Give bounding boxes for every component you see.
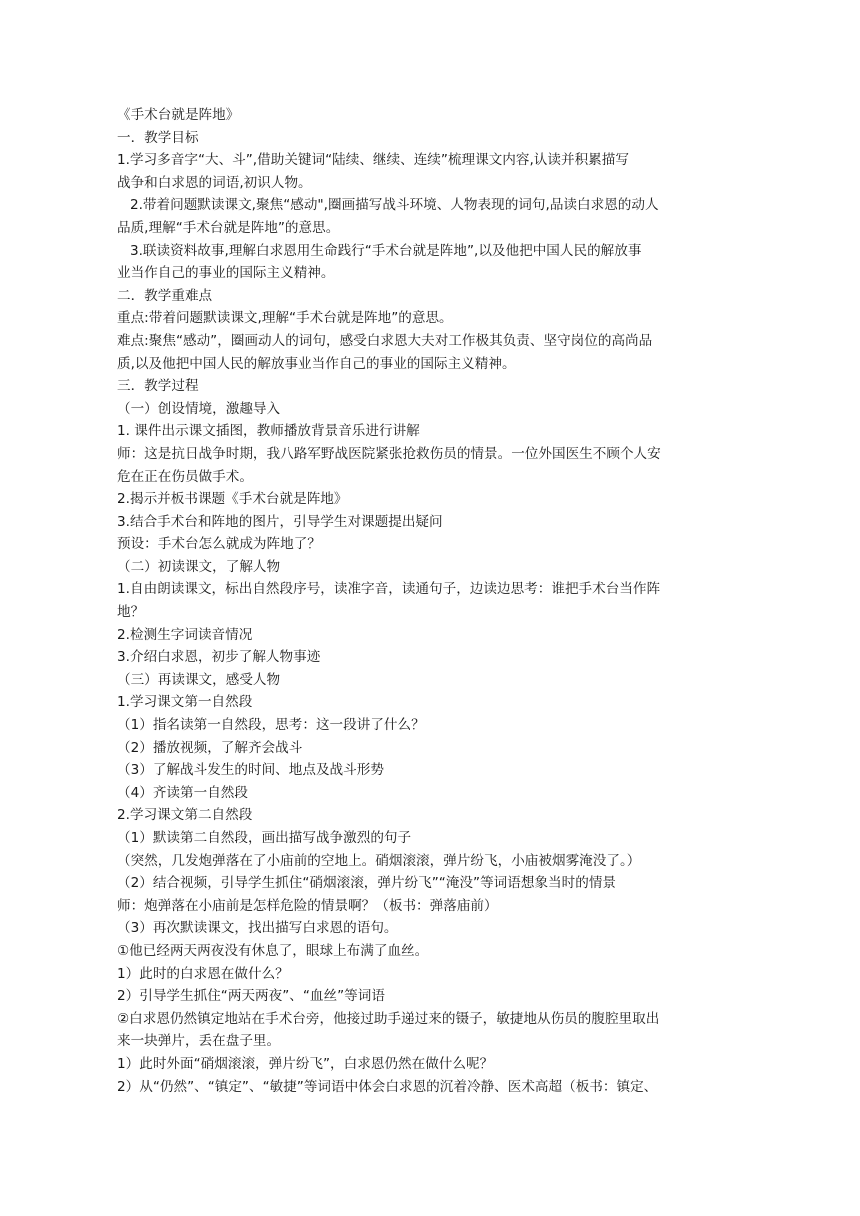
paragraph-line: （1）默读第二自然段，画出描写战争激烈的句子 (117, 830, 412, 846)
paragraph-line: （突然，几发炮弹落在了小庙前的空地上。硝烟滚滚，弹片纷飞，小庙被烟雾淹没了。） (117, 852, 641, 869)
paragraph-line: （3）再次默读课文，找出描写白求恩的语句。 (117, 920, 398, 937)
paragraph-line: 2）引导学生抓住“两天两夜”、“血丝”等词语 (117, 988, 385, 1005)
paragraph-line: 重点:带着问题默读课文,理解“手术台就是阵地”的意思。 (117, 310, 453, 327)
section-heading: 三．教学过程 (117, 378, 199, 395)
paragraph-line: 师：这是抗日战争时期，我八路军野战医院紧张抢救伤员的情景。一位外国医生不顾个人安 (117, 445, 661, 462)
paragraph-line: 2）从“仍然”、“镇定”、“敏捷”等词语中体会白求恩的沉着冷静、医术高超（板书：镇定、 (117, 1078, 658, 1095)
paragraph-line: 2.检测生字词读音情况 (117, 626, 253, 643)
paragraph-line: 2.揭示并板书课题《手术台就是阵地》 (117, 491, 348, 508)
paragraph-line: 1）此时外面“硝烟滚滚，弹片纷飞”，白求恩仍然在做什么呢？ (117, 1055, 494, 1072)
paragraph-line: ①他已经两天两夜没有休息了，眼球上布满了血丝。 (117, 942, 429, 959)
subsection-heading: （二）初读课文，了解人物 (117, 558, 281, 575)
paragraph-line: 1）此时的白求恩在做什么？ (117, 965, 289, 982)
paragraph-line: 1.学习课文第一自然段 (117, 694, 253, 711)
paragraph-line: 业当作自己的事业的国际主义精神。 (117, 265, 335, 282)
paragraph-line: 难点:聚焦“感动”，圈画动人的词句，感受白求恩大夫对工作极其负责、坚守岗位的高尚品 (117, 332, 653, 349)
paragraph-line: 2.学习课文第二自然段 (117, 807, 253, 824)
section-heading: 一．教学目标 (117, 129, 199, 146)
doc-title: 《手术台就是阵地》 (117, 107, 240, 123)
paragraph-line: 危在正在伤员做手术。 (117, 468, 253, 485)
paragraph-line: 3.联读资料故事,理解白求恩用生命践行“手术台就是阵地”,以及他把中国人民的解放事 (117, 242, 642, 259)
paragraph-line: 来一块弹片，丢在盘子里。 (117, 1033, 281, 1050)
paragraph-line: 质,以及他把中国人民的解放事业当作自己的事业的国际主义精神。 (117, 355, 516, 372)
paragraph-line: ②白求恩仍然镇定地站在手术台旁，他接过助手递过来的镊子，敏捷地从伤员的腹腔里取出 (117, 1010, 660, 1027)
paragraph-line: 3.结合手术台和阵地的图片，引导学生对课题提出疑问 (117, 513, 443, 530)
paragraph-line: 2.带着问题默读课文,聚焦“感动",圈画描写战斗环境、人物表现的词句,品读白求恩的动人 (117, 197, 659, 214)
paragraph-line: 战争和白求恩的词语,初识人物。 (117, 174, 312, 191)
section-heading: 二．教学重难点 (117, 287, 213, 304)
paragraph-line: （1）指名读第一自然段，思考：这一段讲了什么？ (117, 717, 425, 734)
paragraph-line: （2）播放视频，了解齐会战斗 (117, 739, 303, 756)
paragraph-line: 1.学习多音字“大、斗”,借助关键词“陆续、继续、连续”梳理课文内容,认读并积累描写 (117, 152, 629, 169)
paragraph-line: 品质,理解“手术台就是阵地”的意思。 (117, 219, 340, 236)
paragraph-line: （3）了解战斗发生的时间、地点及战斗形势 (117, 762, 384, 779)
paragraph-line: 3.介绍白求恩，初步了解人物事迹 (117, 649, 321, 666)
paragraph-line: 地？ (117, 604, 145, 621)
paragraph-line: 师：炮弹落在小庙前是怎样危险的情景啊？（板书：弹落庙前） (117, 897, 498, 914)
subsection-heading: （三）再读课文，感受人物 (117, 671, 281, 688)
paragraph-line: （4）齐读第一自然段 (117, 784, 248, 801)
document-body (117, 104, 747, 1098)
paragraph-line: （2）结合视频，引导学生抓住“硝烟滚滚，弹片纷飞”“淹没”等词语想象当时的情景 (117, 875, 617, 892)
paragraph-line: 1.自由朗读课文，标出自然段序号，读准字音，读通句子，边读边思考：谁把手术台当作阵 (117, 581, 661, 598)
paragraph-line: 预设：手术台怎么就成为阵地了？ (117, 536, 321, 553)
subsection-heading: （一）创设情境，激趣导入 (117, 400, 281, 417)
paragraph-line: 1. 课件出示课文插图，教师播放背景音乐进行讲解 (117, 423, 420, 440)
